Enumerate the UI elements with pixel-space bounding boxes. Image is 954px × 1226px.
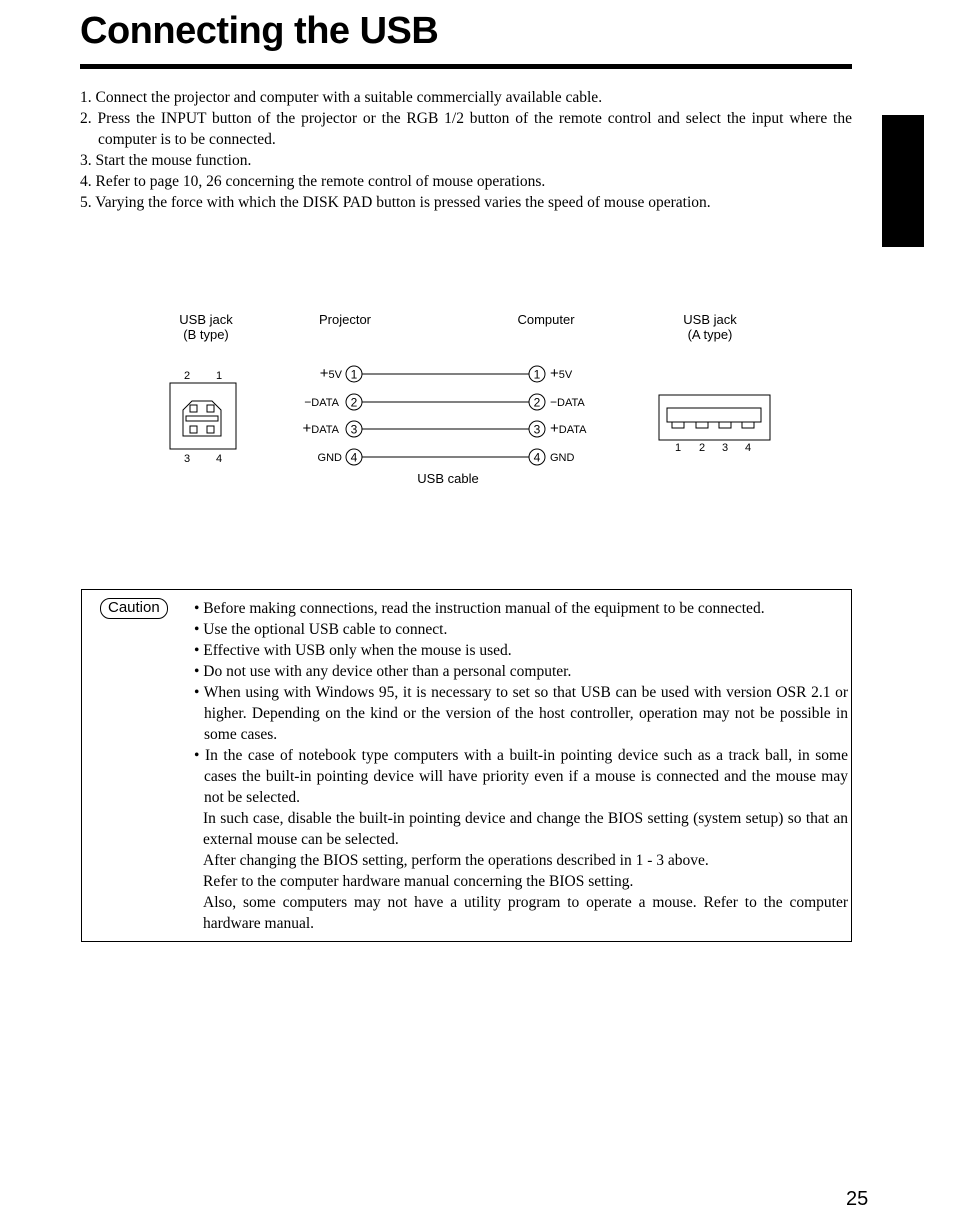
step-item: 4. Refer to page 10, 26 concerning the remote control of mouse operations.	[80, 173, 546, 190]
pin-number: 4	[533, 450, 541, 465]
pin-number: 3	[533, 422, 541, 437]
a-pin-label: 1	[674, 442, 682, 454]
b-pin-label: 2	[183, 370, 191, 382]
pin-sign: −	[304, 395, 312, 409]
caution-list	[194, 598, 848, 934]
pin-number: 1	[350, 367, 358, 382]
usb-a-jack-icon	[659, 395, 770, 440]
usb-b-jack-icon	[170, 383, 236, 449]
pin-name: 5V	[558, 369, 573, 381]
caution-paragraph: Refer to the computer hardware manual concerning the BIOS setting.	[203, 873, 634, 890]
pin-sign: +	[319, 365, 329, 382]
pin-name: GND	[550, 452, 575, 464]
svg-text:−DATA	[304, 395, 339, 409]
pin-sign: +	[550, 420, 559, 437]
pin-name: DATA	[557, 397, 585, 409]
step-item: 3. Start the mouse function.	[80, 152, 252, 169]
svg-text:+5V	[550, 365, 573, 382]
pin-row-1	[320, 365, 573, 382]
pin-sign: +	[550, 365, 559, 382]
pin-number: 3	[350, 422, 358, 437]
b-pin-label: 3	[183, 453, 191, 465]
pin-name: 5V	[328, 369, 342, 381]
pin-name: DATA	[311, 424, 339, 436]
caution-paragraph: In such case, disable the built-in pointing device and change the BIOS setting (system setup) so that an external mouse can be selected.	[203, 810, 848, 848]
step-item: 5. Varying the force with which the DISK PAD button is pressed varies the speed of mouse operation.	[80, 194, 711, 211]
side-tab-marker	[882, 115, 924, 247]
pin-number: 4	[350, 450, 358, 465]
pin-number: 1	[533, 367, 541, 382]
usb-b-label-line1: USB jack	[179, 312, 233, 327]
pin-number: 2	[533, 395, 541, 410]
pin-name: DATA	[558, 424, 587, 436]
pin-name: DATA	[311, 397, 339, 409]
caution-item: • When using with Windows 95, it is necessary to set so that USB can be used with version OSR 2.1 or higher. Depending on the kind or the version of the host controller, operation may not be possible in some cases.	[194, 684, 848, 743]
caution-item: • Use the optional USB cable to connect.	[194, 621, 448, 638]
b-pin-label: 4	[215, 453, 223, 465]
svg-text:+DATA	[303, 420, 340, 437]
usb-b-label-line2: (B type)	[183, 327, 229, 342]
caution-paragraph: Also, some computers may not have a utility program to operate a mouse. Refer to the computer hardware manual.	[203, 894, 848, 932]
usb-cable-label: USB cable	[417, 471, 479, 486]
caution-item: • In the case of notebook type computers with a built-in pointing device such as a track ball, in some cases the built-in pointing device will have priority even if a mouse is connected and the mouse may not be selected.	[194, 747, 848, 806]
pin-sign: +	[302, 420, 312, 437]
a-pin-label: 3	[721, 442, 729, 454]
caution-badge: Caution	[100, 598, 168, 619]
usb-a-label-line1: USB jack	[683, 312, 737, 327]
pin-row-3	[303, 420, 588, 437]
svg-text:+5V	[320, 365, 343, 382]
b-pin-label: 1	[215, 370, 223, 382]
caution-paragraph: After changing the BIOS setting, perform the operations described in 1 - 3 above.	[203, 852, 709, 869]
pin-row-2	[304, 394, 585, 410]
page-title: Connecting the USB	[80, 10, 439, 52]
projector-label: Projector	[318, 312, 372, 327]
caution-item: • Before making connections, read the instruction manual of the equipment to be connected.	[194, 600, 765, 617]
pin-number: 2	[350, 395, 358, 410]
pin-name: GND	[317, 452, 342, 464]
a-pin-label: 4	[744, 442, 752, 454]
title-underline	[80, 64, 852, 69]
svg-text:+DATA	[550, 420, 587, 437]
usb-wiring-diagram	[0, 300, 954, 500]
caution-item: • Do not use with any device other than a personal computer.	[194, 663, 572, 680]
pin-sign: −	[550, 395, 558, 409]
a-pin-label: 2	[698, 442, 706, 454]
instruction-steps	[80, 87, 852, 213]
step-item: 2. Press the INPUT button of the projector or the RGB 1/2 button of the remote control and select the input where the computer is to be connected.	[80, 110, 852, 148]
pin-row-4	[318, 449, 575, 465]
computer-label: Computer	[517, 312, 575, 327]
step-item: 1. Connect the projector and computer with a suitable commercially available cable.	[80, 89, 603, 106]
caution-item: • Effective with USB only when the mouse is used.	[194, 642, 512, 659]
caution-box	[81, 589, 852, 942]
page-number: 25	[846, 1188, 869, 1210]
usb-a-label-line2: (A type)	[687, 327, 733, 342]
svg-text:−DATA	[550, 395, 585, 409]
